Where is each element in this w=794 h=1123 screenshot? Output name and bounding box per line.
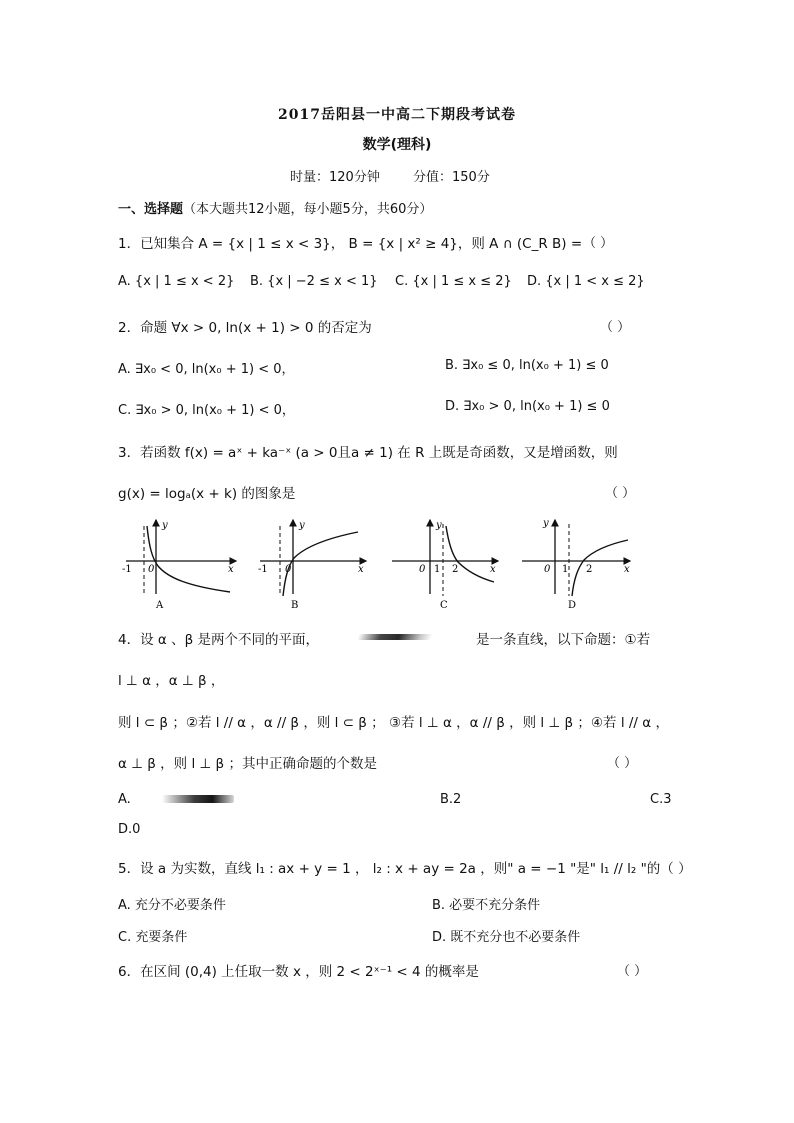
section-name: 一、选择题 bbox=[118, 202, 184, 217]
graph-b-origin: 0 bbox=[285, 564, 292, 575]
q2-option-c: C. ∃x₀ > 0, ln(x₀ + 1) < 0， bbox=[118, 403, 295, 418]
q4-option-d: D.0 bbox=[118, 822, 141, 837]
q4-line3: 则 l ⊂ β ；②若 l // α ，α // β ，则 l ⊂ β ； ③若 l ⊥ α ，α // β ，则 l ⊥ β ；④若 l // α ， bbox=[118, 715, 669, 731]
q4-option-c: C.3 bbox=[650, 792, 672, 807]
q3-stem-line2: g(x) = logₐ(x + k) 的图象是 bbox=[118, 486, 296, 502]
section-note: （本大题共12小题，每小题5分，共60分） bbox=[183, 202, 433, 217]
graph-c-origin: 0 bbox=[419, 564, 426, 575]
section-heading bbox=[118, 198, 432, 217]
q4-redacted-blur bbox=[357, 634, 433, 640]
graph-d-label: D bbox=[568, 600, 577, 611]
graph-a-tick: -1 bbox=[122, 564, 132, 575]
q5-option-d: D. 既不充分也不必要条件 bbox=[432, 930, 581, 945]
q4-option-a-blur bbox=[162, 795, 234, 803]
q2-answer-paren: （ ） bbox=[600, 320, 631, 335]
graph-a-x-label: x bbox=[228, 564, 234, 575]
graph-c-label: C bbox=[440, 600, 448, 611]
q2-option-a: A. ∃x₀ < 0, ln(x₀ + 1) < 0， bbox=[118, 362, 295, 377]
q1-answer-paren: （ ） bbox=[583, 236, 614, 251]
graph-d-x-label: x bbox=[624, 564, 630, 575]
exam-score: 分值：150分 bbox=[413, 170, 490, 185]
graph-d-tick-2: 2 bbox=[586, 564, 593, 575]
graph-c-tick-2: 2 bbox=[452, 564, 459, 575]
exam-subject: 数学(理科) bbox=[362, 137, 432, 153]
graph-b-y-label: y bbox=[299, 520, 305, 531]
graph-b-label: B bbox=[291, 600, 299, 611]
q6-stem: 6．在区间 (0,4) 上任取一数 x ，则 2 < 2ˣ⁻¹ < 4 的概率是 bbox=[118, 964, 479, 980]
q2-option-b: B. ∃x₀ ≤ 0, ln(x₀ + 1) ≤ 0 bbox=[445, 358, 609, 373]
q4-line4: α ⊥ β ，则 l ⊥ β ；其中正确命题的个数是 bbox=[118, 756, 377, 772]
graph-c-tick-1: 1 bbox=[434, 564, 441, 575]
q3-answer-paren: （ ） bbox=[605, 486, 636, 501]
q4-option-b: B.2 bbox=[440, 792, 462, 807]
graph-a-label: A bbox=[156, 600, 164, 611]
q3-stem-line1: 3．若函数 f(x) = aˣ + ka⁻ˣ (a > 0且a ≠ 1) 在 R 上既是奇函数，又是增函数，则 bbox=[118, 445, 618, 461]
graph-b bbox=[258, 520, 366, 611]
q6-answer-paren: （ ） bbox=[617, 964, 648, 979]
q2-stem: 2．命题 ∀x > 0, ln(x + 1) > 0 的否定为 bbox=[118, 320, 372, 336]
q4-line1b: 是一条直线，以下命题：①若 bbox=[476, 632, 651, 648]
q1-stem: 1．已知集合 A = {x | 1 ≤ x < 3}， B = {x | x² ≥ 4}，则 A ∩ (C_R B) = bbox=[118, 236, 583, 252]
q5-stem: 5．设 a 为实数，直线 l₁ : ax + y = 1 ， l₂ : x + ay = 2a ，则" a = −1 "是" l₁ // l₂ "的（ ） bbox=[118, 861, 692, 877]
q1-option-a: A. {x | 1 ≤ x < 2} bbox=[118, 274, 235, 289]
graph-b-tick: -1 bbox=[258, 564, 268, 575]
q4-option-a: A. bbox=[118, 792, 131, 807]
q2-option-d: D. ∃x₀ > 0, ln(x₀ + 1) ≤ 0 bbox=[445, 399, 610, 414]
exam-time: 时量：120分钟 bbox=[290, 170, 380, 185]
graph-d-y-label: y bbox=[543, 518, 549, 529]
q1-option-c: C. {x | 1 ≤ x ≤ 2} bbox=[395, 274, 512, 289]
q4-answer-paren: （ ） bbox=[607, 756, 638, 771]
q5-option-b: B. 必要不充分条件 bbox=[432, 898, 541, 913]
q4-line1a: 4．设 α 、β 是两个不同的平面， bbox=[118, 632, 319, 648]
exam-title: 2017岳阳县一中高二下期段考试卷 bbox=[278, 107, 516, 123]
q3-graphs bbox=[118, 516, 648, 612]
graph-c-x-label: x bbox=[490, 564, 496, 575]
q4-line2: l ⊥ α ，α ⊥ β ， bbox=[118, 673, 225, 689]
graph-d-tick-1: 1 bbox=[562, 564, 569, 575]
graph-d bbox=[522, 518, 630, 611]
graph-c bbox=[392, 520, 498, 611]
graph-b-x-label: x bbox=[358, 564, 364, 575]
graph-a-origin: 0 bbox=[148, 564, 155, 575]
q5-option-c: C. 充要条件 bbox=[118, 930, 188, 945]
q1-option-d: D. {x | 1 < x ≤ 2} bbox=[527, 274, 645, 289]
q5-option-a: A. 充分不必要条件 bbox=[118, 898, 226, 913]
graph-d-origin: 0 bbox=[544, 564, 551, 575]
q1-option-b: B. {x | −2 ≤ x < 1} bbox=[250, 274, 378, 289]
graph-a bbox=[122, 520, 236, 611]
graph-c-y-label: y bbox=[436, 520, 442, 531]
graph-a-y-label: y bbox=[162, 520, 168, 531]
